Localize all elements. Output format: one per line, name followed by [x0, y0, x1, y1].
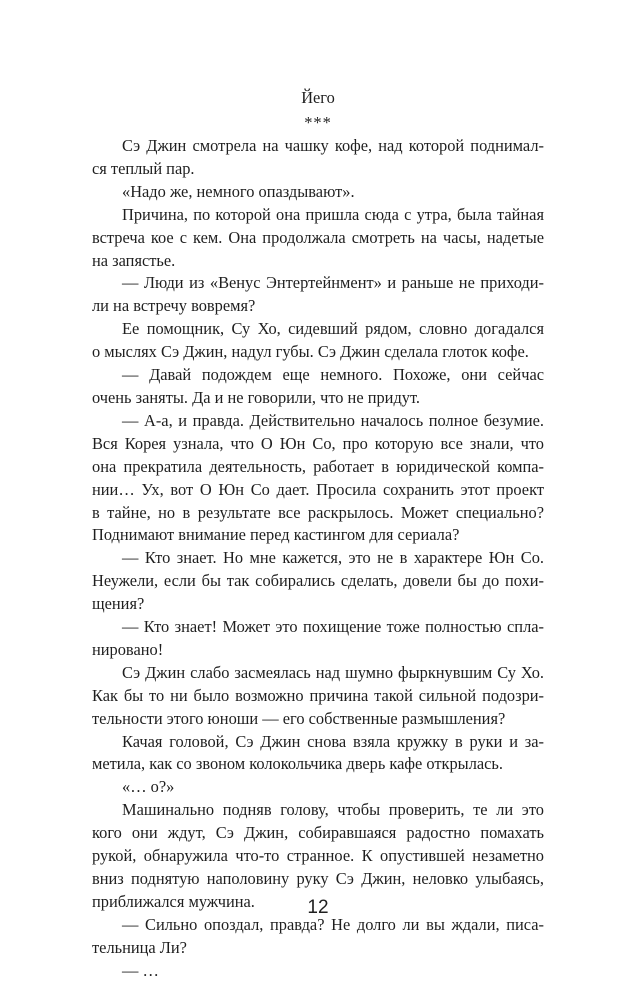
text-line: Поднимают внимание перед кастингом для сериала? — [92, 525, 460, 545]
text-line: Неужели, если бы так собирались сделать, довели бы до похи- — [92, 571, 544, 591]
page-number: 12 — [307, 897, 329, 918]
paragraph — [92, 135, 544, 181]
text-line: — Сильно опоздал, правда? Не долго ли вы ждали, писа- — [122, 914, 544, 934]
text-line: ся теплый пар. — [92, 158, 195, 178]
text-line: — Кто знает! Может это похищение тоже полностью спла- — [122, 617, 544, 637]
text-line: тельности этого юноши — его собственные размышления? — [92, 708, 506, 728]
text-line: Сэ Джин смотрела на чашку кофе, над которой поднимал- — [122, 136, 544, 155]
paragraph — [92, 318, 544, 364]
text-line: метила, как со звоном колокольчика дверь кафе открылась. — [92, 754, 503, 774]
paragraph — [92, 914, 544, 960]
text-line: «Надо же, немного опаздывают». — [122, 181, 355, 201]
text-line: ли на встречу вовремя? — [92, 296, 256, 316]
paragraph — [92, 662, 544, 731]
paragraph — [92, 547, 544, 616]
text-line: «… о?» — [122, 777, 175, 797]
text-line: — … — [122, 960, 159, 980]
paragraph — [92, 181, 544, 204]
text-line: очень заняты. Да и не говорили, что не придут. — [92, 387, 421, 407]
text-line: Как бы то ни было возможно причина такой сильной подозри- — [92, 685, 544, 705]
text-line: встреча кое с кем. Она продолжала смотреть на часы, надетые — [92, 227, 544, 247]
paragraph — [92, 410, 544, 547]
paragraph — [92, 616, 544, 662]
text-line: тельница Ли? — [92, 937, 187, 957]
running-header: Йего — [301, 88, 335, 107]
text-line: о мыслях Сэ Джин, надул губы. Сэ Джин сделала глоток кофе. — [92, 342, 529, 362]
text-line: кого они ждут, Сэ Джин, собиравшаяся радостно помахать — [92, 823, 544, 843]
text-line: Причина, по которой она пришла сюда с утра, была тайная — [122, 204, 544, 224]
body-text — [92, 135, 544, 983]
paragraph — [92, 960, 544, 983]
paragraph — [92, 204, 544, 273]
text-line: приближался мужчина. — [92, 891, 255, 911]
text-line: Качая головой, Сэ Джин снова взяла кружку в руки и за- — [122, 731, 544, 751]
text-line: рукой, обнаружила что-то странное. К опустившей незаметно — [92, 846, 544, 866]
paragraph — [92, 731, 544, 777]
text-line: щения? — [92, 594, 145, 614]
text-line: Вся Корея узнала, что О Юн Со, про которую все знали, что — [92, 433, 544, 453]
text-line: нии… Ух, вот О Юн Со дает. Просила сохранить этот проект — [92, 479, 544, 499]
text-line: Сэ Джин слабо засмеялась над шумно фыркнувшим Су Хо. — [122, 662, 544, 682]
text-line: Машинально подняв голову, чтобы проверить, те ли это — [122, 800, 544, 820]
book-page — [92, 0, 544, 1001]
paragraph — [92, 272, 544, 318]
text-line: — А-а, и правда. Действительно началось полное безумие. — [122, 410, 544, 430]
text-line: нировано! — [92, 639, 164, 659]
text-line: вниз поднятую наполовину руку Сэ Джин, неловко улыбаясь, — [92, 869, 544, 888]
text-line: на запястье. — [92, 250, 176, 270]
paragraph — [92, 364, 544, 410]
text-line: она прекратила деятельность, работает в юридической компа- — [92, 456, 544, 476]
section-separator: *** — [304, 113, 332, 132]
text-line: — Люди из «Венус Энтертейнмент» и раньше не приходи- — [122, 273, 544, 293]
text-line: в тайне, но в результате все раскрылось. Может специально? — [92, 502, 544, 522]
paragraph — [92, 776, 544, 799]
text-line: Ее помощник, Су Хо, сидевший рядом, словно догадался — [122, 319, 544, 339]
text-line: — Кто знает. Но мне кажется, это не в характере Юн Со. — [122, 548, 544, 568]
text-line: — Давай подождем еще немного. Похоже, они сейчас — [122, 365, 544, 385]
